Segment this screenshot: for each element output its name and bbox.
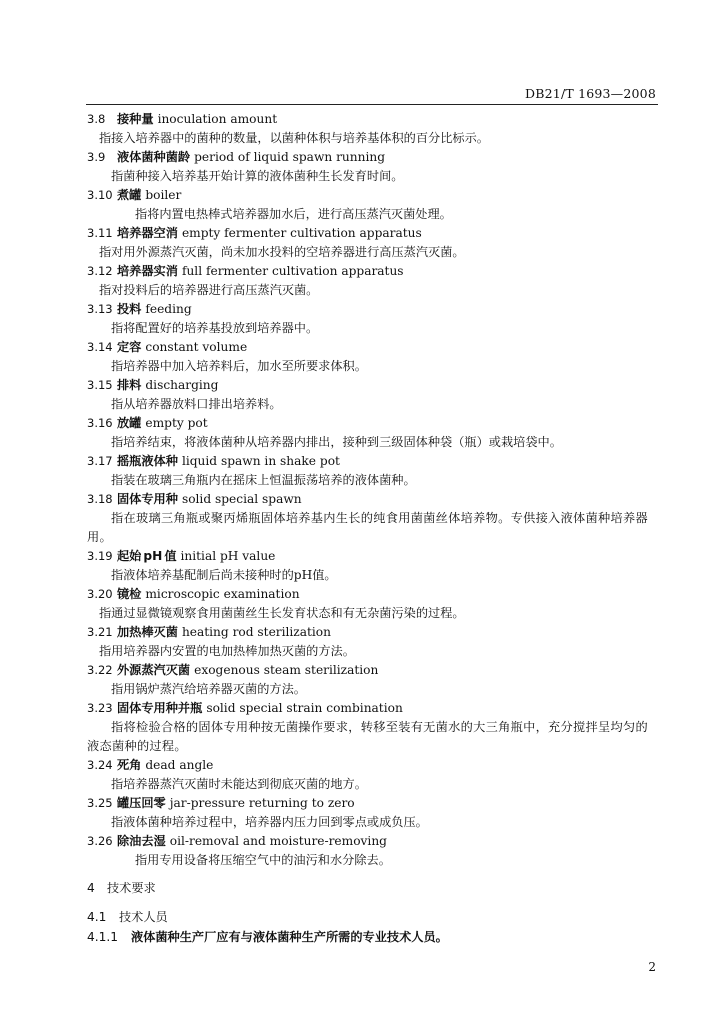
term-chinese: 摇瓶液体种 bbox=[117, 454, 178, 468]
section-4-1-1-text bbox=[87, 928, 659, 945]
term-english: empty fermenter cultivation apparatus bbox=[181, 226, 422, 240]
term-english: feeding bbox=[145, 302, 192, 316]
term-number: 3.26 bbox=[87, 834, 113, 848]
term-entry bbox=[87, 794, 659, 832]
term-number: 3.12 bbox=[87, 264, 113, 278]
term-chinese: 培养器空消 bbox=[117, 226, 178, 240]
term-english: solid special strain combination bbox=[206, 701, 403, 715]
term-number: 3.13 bbox=[87, 302, 113, 316]
term-entry bbox=[87, 148, 659, 186]
term-number: 3.15 bbox=[87, 378, 113, 392]
term-number: 3.23 bbox=[87, 701, 113, 715]
term-entry bbox=[87, 452, 659, 490]
term-definition: 指液体菌种培养过程中，培养器内压力回到零点或成负压。 bbox=[111, 815, 428, 829]
term-number: 3.8 bbox=[87, 112, 106, 126]
term-chinese: 接种量 bbox=[117, 112, 154, 126]
term-definition: 指装在玻璃三角瓶内在摇床上恒温振荡培养的液体菌种。 bbox=[111, 473, 416, 487]
term-entry bbox=[87, 699, 659, 756]
term-english: discharging bbox=[145, 378, 219, 392]
terms-list bbox=[87, 110, 659, 870]
section-title: 技术要求 bbox=[107, 881, 156, 895]
term-entry bbox=[87, 376, 659, 414]
term-chinese: 煮罐 bbox=[117, 188, 142, 202]
term-chinese: 排料 bbox=[117, 378, 142, 392]
term-entry bbox=[87, 224, 659, 262]
term-chinese: 放罐 bbox=[117, 416, 142, 430]
header-rule bbox=[86, 104, 658, 105]
section-number: 4.1 bbox=[87, 910, 107, 924]
term-definition: 指用锅炉蒸汽给培养器灭菌的方法。 bbox=[111, 682, 306, 696]
term-number: 3.17 bbox=[87, 454, 113, 468]
term-english: heating rod sterilization bbox=[181, 625, 331, 639]
page-number: 2 bbox=[648, 960, 656, 974]
term-definition: 指将检验合格的固体专用种按无菌操作要求，转移至装有无菌水的大三角瓶中，充分搅拌呈均匀的液态菌种的过程。 bbox=[87, 720, 648, 753]
term-entry bbox=[87, 490, 659, 547]
term-number: 3.11 bbox=[87, 226, 113, 240]
section-4-heading bbox=[87, 879, 659, 896]
term-definition: 指液体培养基配制后尚未接种时的pH值。 bbox=[111, 568, 337, 582]
term-number: 3.14 bbox=[87, 340, 113, 354]
term-english: inoculation amount bbox=[157, 112, 278, 126]
term-definition: 指菌种接入培养基开始计算的液体菌种生长发育时间。 bbox=[111, 169, 404, 183]
term-entry bbox=[87, 110, 659, 148]
term-number: 3.20 bbox=[87, 587, 113, 601]
term-english: period of liquid spawn running bbox=[194, 150, 386, 164]
document-code: DB21/T 1693—2008 bbox=[525, 86, 656, 101]
term-english: microscopic examination bbox=[145, 587, 300, 601]
section-4-1-heading bbox=[87, 908, 659, 925]
term-chinese: 镜检 bbox=[117, 587, 142, 601]
term-english: exogenous steam sterilization bbox=[194, 663, 379, 677]
term-english: solid special spawn bbox=[181, 492, 302, 506]
term-number: 3.9 bbox=[87, 150, 106, 164]
section-number: 4 bbox=[87, 881, 95, 895]
term-chinese: 固体专用种 bbox=[117, 492, 178, 506]
term-definition: 指将配置好的培养基投放到培养器中。 bbox=[111, 321, 319, 335]
term-number: 3.16 bbox=[87, 416, 113, 430]
term-chinese: 投料 bbox=[117, 302, 142, 316]
term-english: empty pot bbox=[145, 416, 208, 430]
term-entry bbox=[87, 547, 659, 585]
term-english: full fermenter cultivation apparatus bbox=[181, 264, 404, 278]
term-entry bbox=[87, 585, 659, 623]
term-chinese-ph: pH bbox=[143, 549, 163, 563]
term-entry bbox=[87, 262, 659, 300]
term-definition: 指培养结束，将液体菌种从培养器内排出，接种到三级固体种袋（瓶）或栽培袋中。 bbox=[111, 435, 562, 449]
term-chinese: 罐压回零 bbox=[117, 796, 166, 810]
term-chinese-suffix: 值 bbox=[164, 549, 177, 563]
term-definition: 指用专用设备将压缩空气中的油污和水分除去。 bbox=[135, 853, 391, 867]
term-number: 3.22 bbox=[87, 663, 113, 677]
term-english: jar-pressure returning to zero bbox=[169, 796, 355, 810]
term-entry bbox=[87, 186, 659, 224]
term-chinese: 外源蒸汽灭菌 bbox=[117, 663, 191, 677]
term-chinese: 液体菌种菌龄 bbox=[117, 150, 191, 164]
term-number: 3.10 bbox=[87, 188, 113, 202]
term-entry bbox=[87, 756, 659, 794]
term-entry bbox=[87, 832, 659, 870]
term-definition: 指在玻璃三角瓶或聚丙烯瓶固体培养基内生长的纯食用菌菌丝体培养物。专供接入液体菌种培养器用。 bbox=[87, 511, 648, 544]
term-number: 3.18 bbox=[87, 492, 113, 506]
term-number: 3.19 bbox=[87, 549, 113, 563]
term-definition: 指对用外源蒸汽灭菌，尚未加水投料的空培养器进行高压蒸汽灭菌。 bbox=[99, 245, 465, 259]
term-english: initial pH value bbox=[180, 549, 276, 563]
term-chinese: 除油去湿 bbox=[117, 834, 166, 848]
section-title: 技术人员 bbox=[119, 910, 168, 924]
section-body: 液体菌种生产厂应有与液体菌种生产所需的专业技术人员。 bbox=[131, 930, 448, 944]
term-definition: 指将内置电热棒式培养器加水后，进行高压蒸汽灭菌处理。 bbox=[135, 207, 452, 221]
term-chinese: 死角 bbox=[117, 758, 142, 772]
term-chinese: 固体专用种并瓶 bbox=[117, 701, 203, 715]
term-definition: 指通过显微镜观察食用菌菌丝生长发育状态和有无杂菌污染的过程。 bbox=[99, 606, 465, 620]
term-chinese: 起始 bbox=[117, 549, 142, 563]
term-entry bbox=[87, 300, 659, 338]
term-entry bbox=[87, 338, 659, 376]
term-definition: 指培养器中加入培养料后，加水至所要求体积。 bbox=[111, 359, 367, 373]
term-definition: 指对投料后的培养器进行高压蒸汽灭菌。 bbox=[99, 283, 319, 297]
term-chinese: 定容 bbox=[117, 340, 142, 354]
term-definition: 指用培养器内安置的电加热棒加热灭菌的方法。 bbox=[99, 644, 355, 658]
term-english: dead angle bbox=[145, 758, 214, 772]
section-number: 4.1.1 bbox=[87, 930, 119, 944]
term-entry bbox=[87, 623, 659, 661]
term-english: liquid spawn in shake pot bbox=[181, 454, 340, 468]
term-chinese: 培养器实消 bbox=[117, 264, 178, 278]
term-entry bbox=[87, 414, 659, 452]
term-english: boiler bbox=[145, 188, 182, 202]
term-definition: 指培养器蒸汽灭菌时未能达到彻底灭菌的地方。 bbox=[111, 777, 367, 791]
term-english: oil-removal and moisture-removing bbox=[169, 834, 387, 848]
term-number: 3.21 bbox=[87, 625, 113, 639]
term-number: 3.24 bbox=[87, 758, 113, 772]
term-english: constant volume bbox=[145, 340, 248, 354]
term-definition: 指接入培养器中的菌种的数量，以菌种体积与培养基体积的百分比标示。 bbox=[99, 131, 489, 145]
term-definition: 指从培养器放料口排出培养料。 bbox=[111, 397, 282, 411]
term-number: 3.25 bbox=[87, 796, 113, 810]
term-entry bbox=[87, 661, 659, 699]
term-chinese: 加热棒灭菌 bbox=[117, 625, 178, 639]
